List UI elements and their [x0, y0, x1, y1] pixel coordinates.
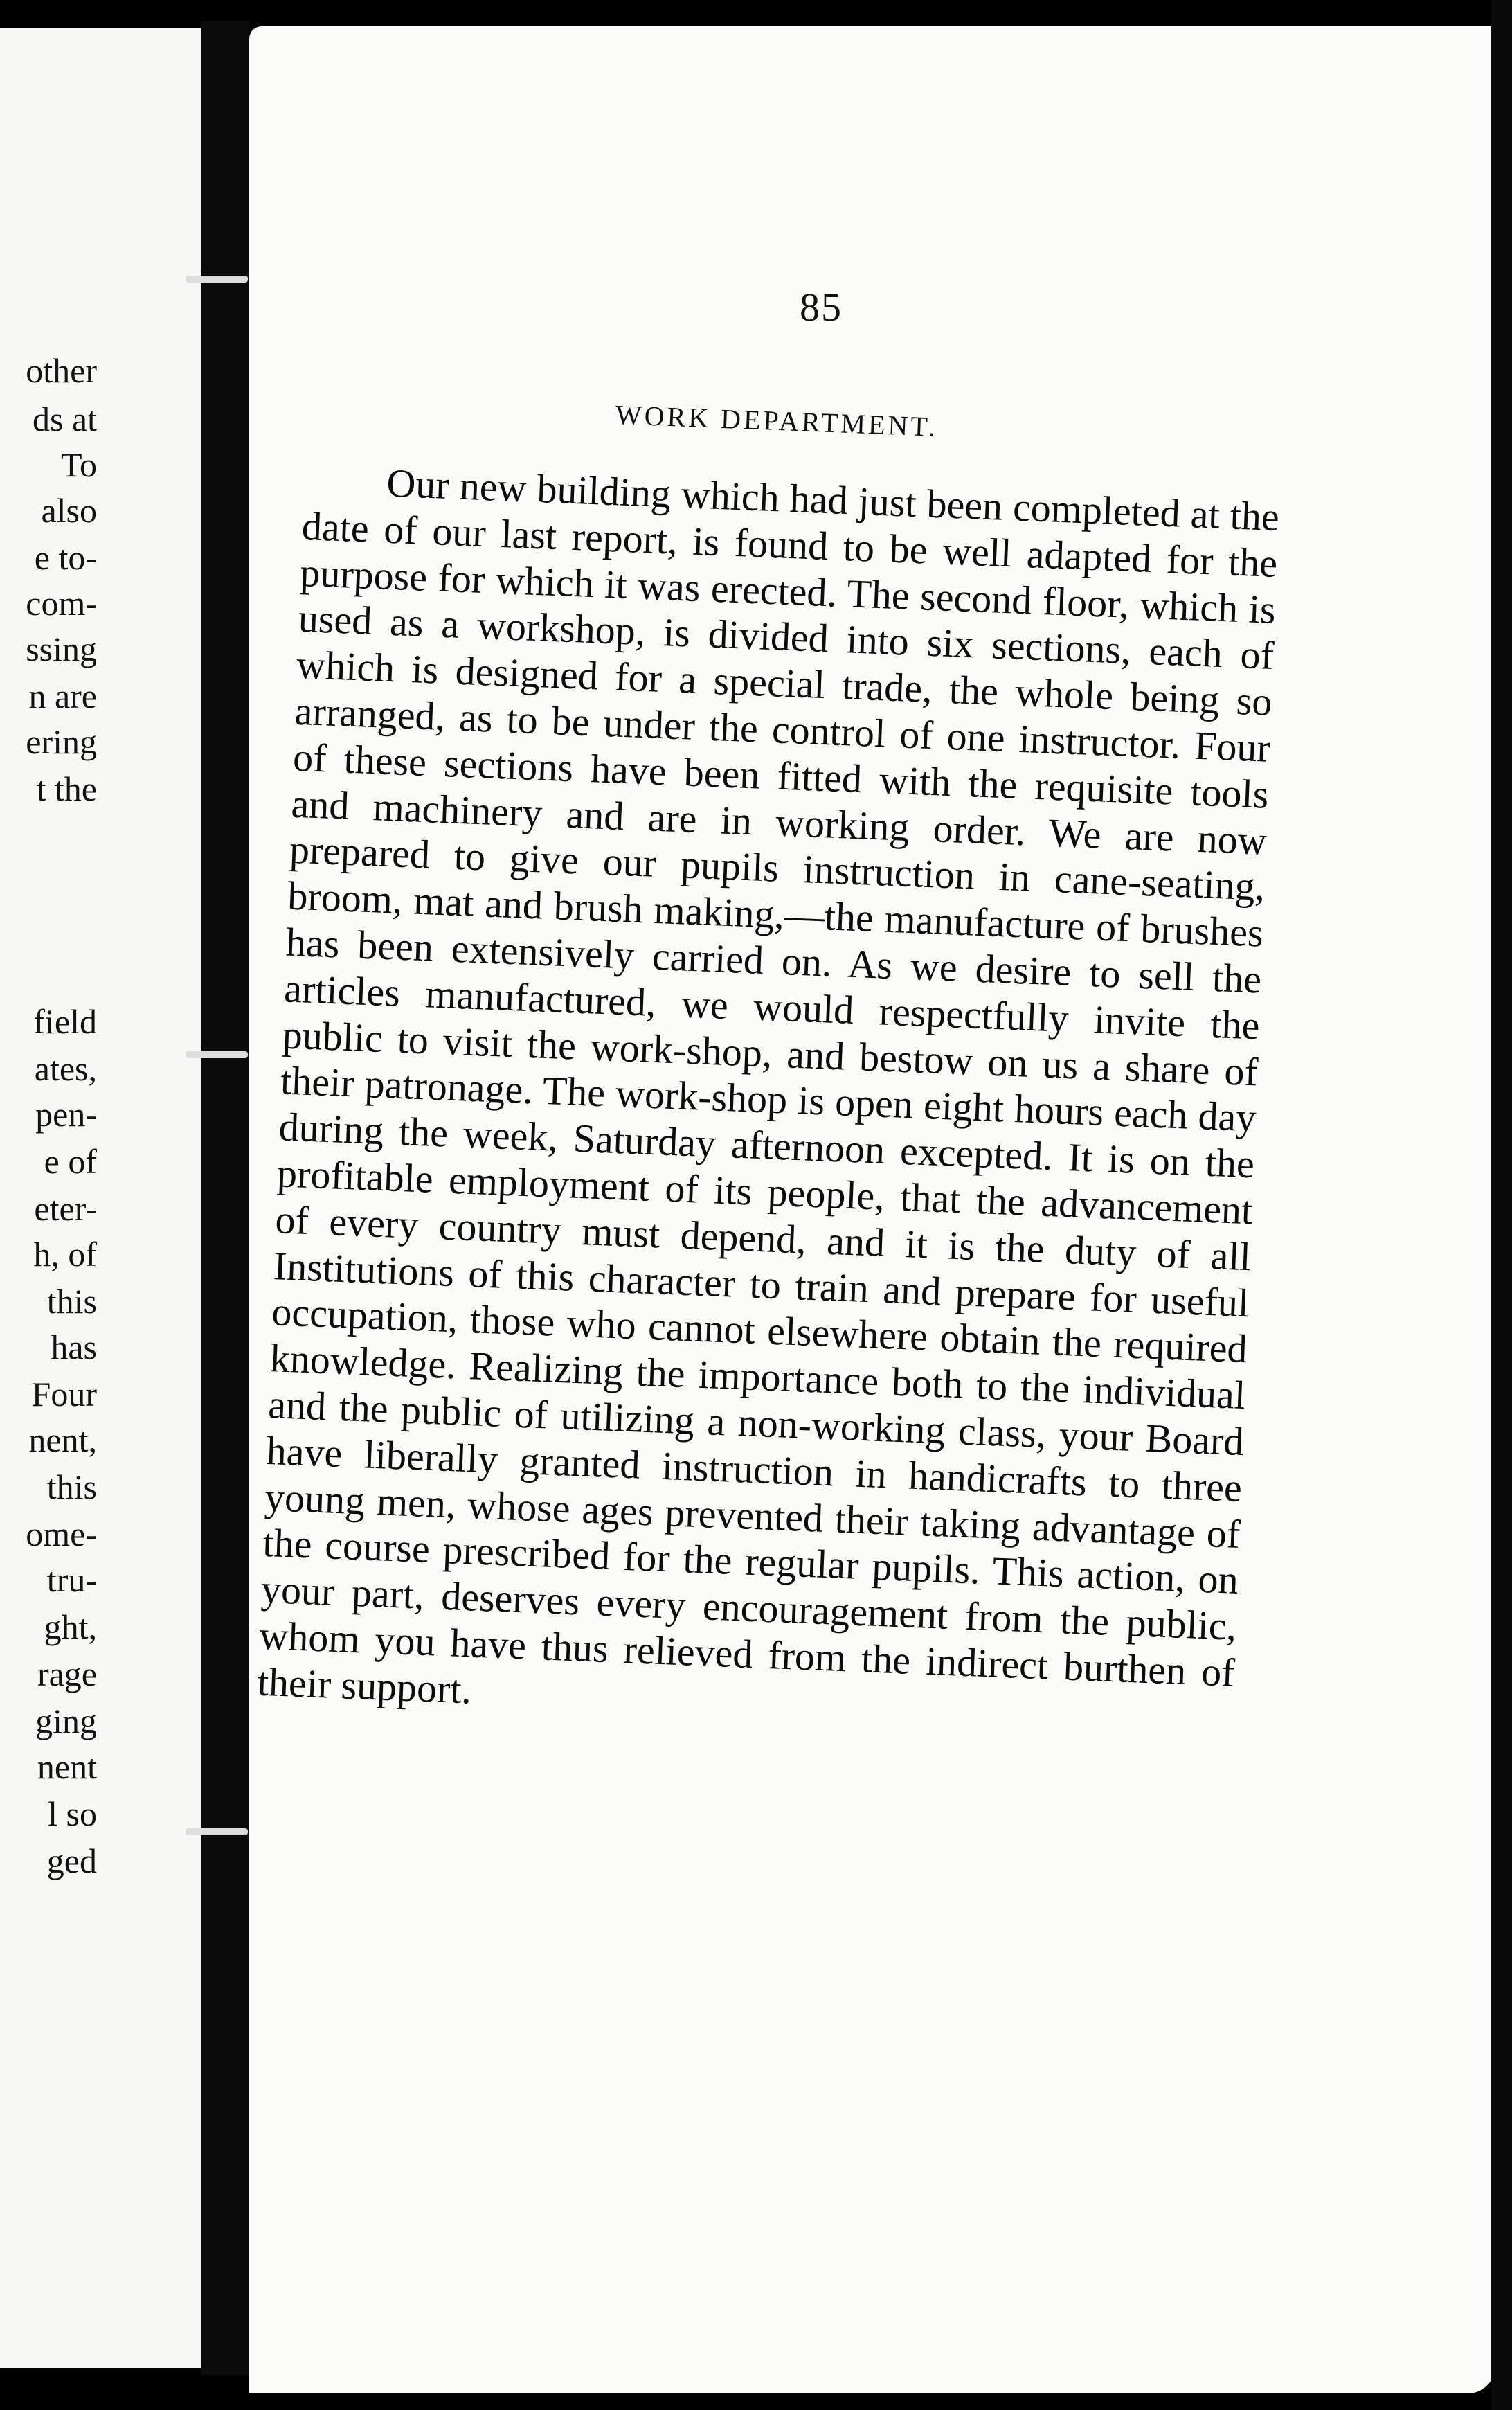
left-page-line: other: [26, 351, 97, 390]
left-page-line: l so: [48, 1794, 97, 1833]
binding-stitch: [186, 1051, 248, 1058]
left-page-line: eter-: [34, 1189, 97, 1228]
left-page-line: com-: [26, 584, 97, 623]
left-page-line: also: [41, 491, 97, 530]
page-number: 85: [800, 285, 843, 330]
left-page-line: Four: [31, 1375, 97, 1413]
left-page-line: ging: [35, 1702, 97, 1740]
left-page-line: To: [60, 445, 97, 484]
left-page-line: this: [46, 1467, 97, 1506]
left-page-line: ged: [46, 1841, 97, 1880]
binding-stitch: [186, 1828, 248, 1835]
left-page-line: ds at: [32, 400, 97, 438]
left-page-line: ght,: [44, 1607, 97, 1646]
left-page-line: n are: [28, 677, 97, 715]
body-paragraph: Our new building which had just been completed at the date of our last report, is found to be well adapted for the purpose for which it was erected. The second floor, which is used as a workshop, is divided into six sections, each of which is designed for a special trade, the whole being so arranged, as to be under the control of one instructor. Four of these sections have been fitted with the requisite tools and machinery and are in working order. We are now prepared to give our pupils instruction in cane-seating, broom, mat and brush making,—the manufacture of brushes has been extensively carried on. As we desire to sell the articles manufactured, we would respectfully invite the public to visit the work-shop, and bestow on us a share of their patronage. The work-shop is open eight hours each day during the week, Saturday afternoon excepted. It is on the profitable employment of its people, that the advancement of every country must depend, and it is the duty of all Institutions of this character to train and prepare for useful occupation, those who cannot elsewhere obtain the required knowledge. Realizing the importance both to the individual and the public of utilizing a non-working class, your Board have liberally granted instruction in handicrafts to three young men, whose ages prevented their taking advantage of the course prescribed for the regular pupils. This action, on your part, deserves every encouragement from the public, whom you have thus relieved from the indirect burthen of their support.: [256, 460, 1280, 1713]
left-page-line: e to-: [34, 538, 97, 577]
left-page-line: field: [33, 1002, 97, 1041]
previous-page-fragment: [0, 28, 201, 2368]
left-page-line: pen-: [35, 1095, 97, 1134]
section-title: WORK DEPARTMENT.: [615, 398, 939, 443]
left-page-line: tru-: [46, 1560, 97, 1599]
left-page-line: this: [46, 1282, 97, 1321]
binding-stitch: [186, 276, 248, 283]
book-gutter: [201, 21, 249, 2375]
left-page-line: ssing: [26, 630, 97, 668]
left-page-line: ates,: [34, 1049, 97, 1088]
left-page-line: ome-: [26, 1515, 97, 1553]
left-page-line: rage: [37, 1654, 97, 1693]
left-page-line: e of: [44, 1142, 97, 1181]
left-page-line: h, of: [33, 1235, 97, 1274]
left-page-line: t the: [36, 769, 97, 808]
left-page-line: nent,: [28, 1420, 97, 1459]
left-page-line: nent: [37, 1747, 97, 1786]
scan-edge: [1491, 0, 1512, 2410]
left-page-line: ering: [26, 722, 97, 761]
left-page-line: has: [51, 1328, 97, 1366]
